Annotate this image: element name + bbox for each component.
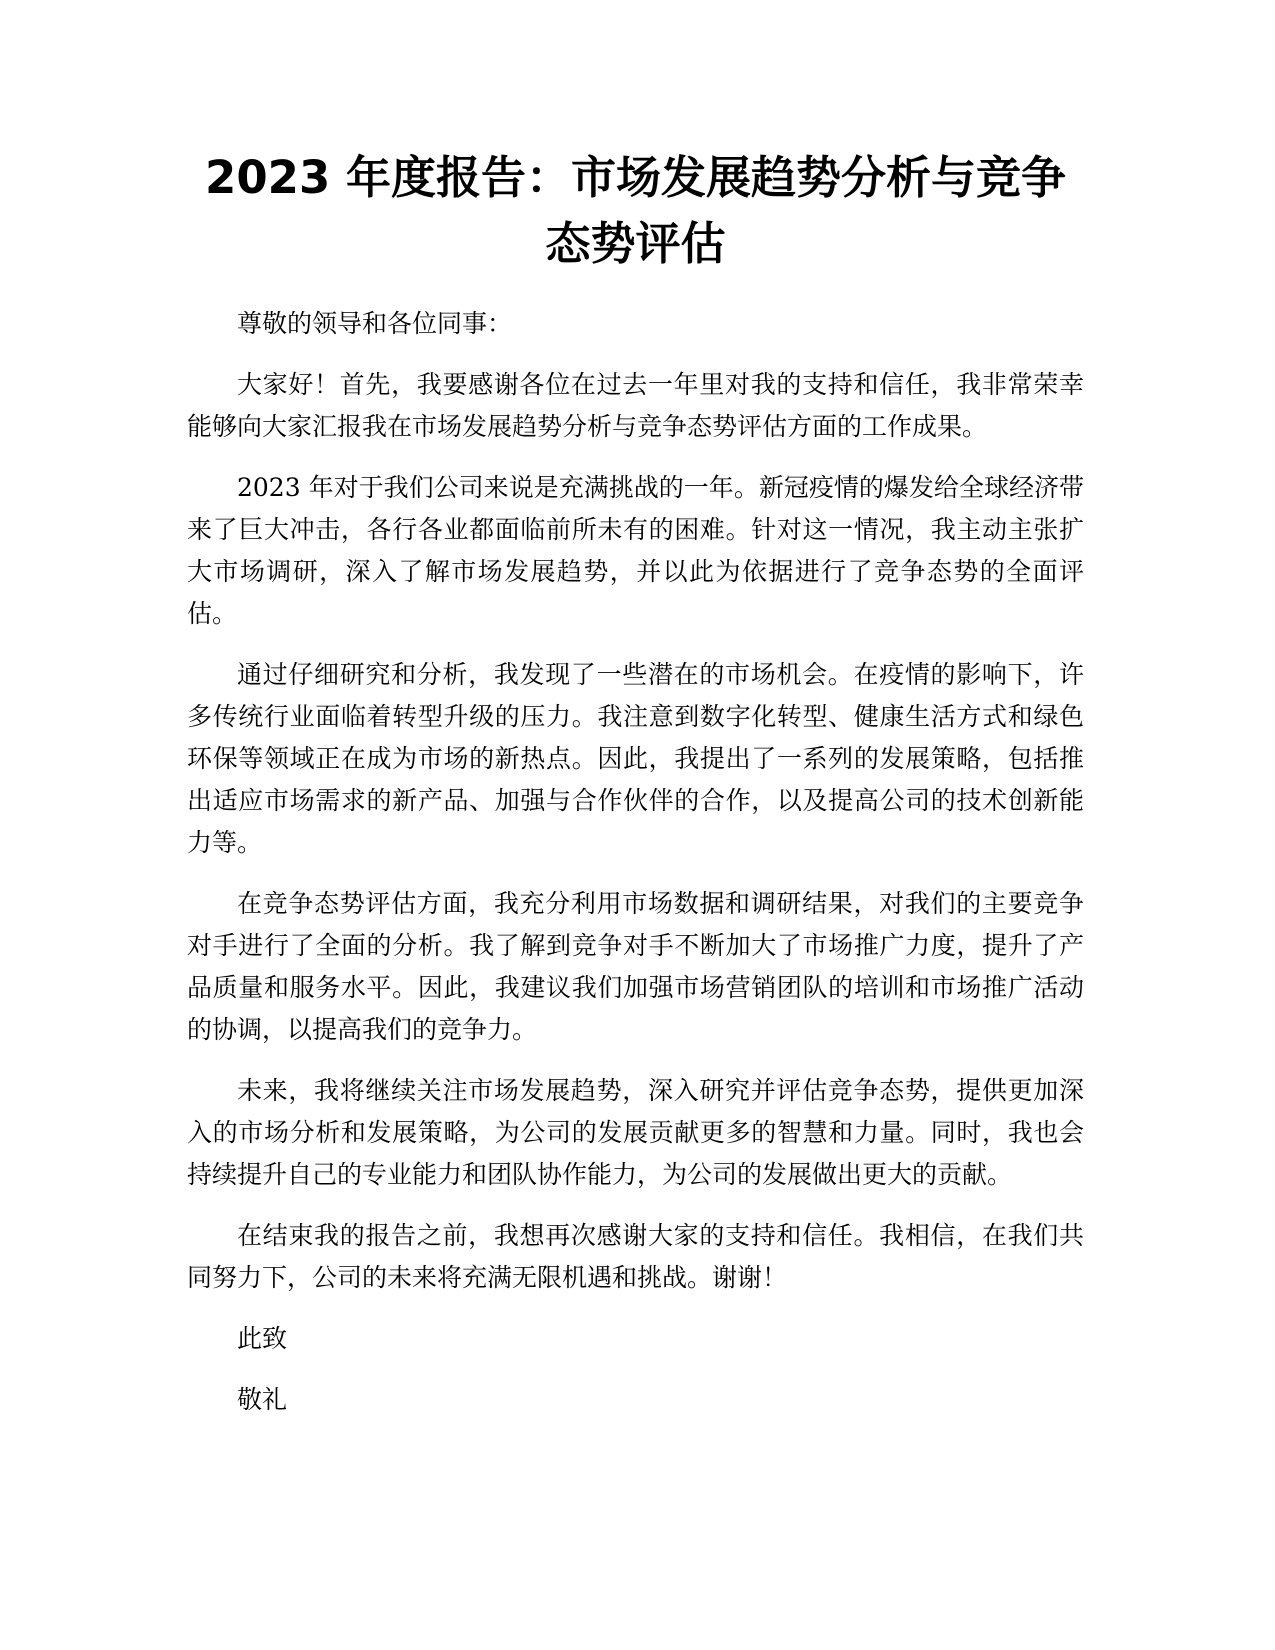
document-body — [187, 303, 1084, 1421]
paragraph-opportunities: 通过仔细研究和分析，我发现了一些潜在的市场机会。在疫情的影响下，许多传统行业面临着转型升级的压力。我注意到数字化转型、健康生活方式和绿色环保等领域正在成为市场的新热点。因此，我提出了一系列的发展策略，包括推出适应市场需求的新产品、加强与合作伙伴的合作，以及提高公司的技术创新能力等。 — [187, 660, 1084, 857]
paragraph-closing: 在结束我的报告之前，我想再次感谢大家的支持和信任。我相信，在我们共同努力下，公司的未来将充满无限机遇和挑战。谢谢！ — [187, 1221, 1084, 1292]
paragraph-competition: 在竞争态势评估方面，我充分利用市场数据和调研结果，对我们的主要竞争对手进行了全面的分析。我了解到竞争对手不断加大了市场推广力度，提升了产品质量和服务水平。因此，我建议我们加强市场营销团队的培训和市场推广活动的协调，以提高我们的竞争力。 — [187, 889, 1084, 1044]
paragraph-future: 未来，我将继续关注市场发展趋势，深入研究并评估竞争态势，提供更加深入的市场分析和发展策略，为公司的发展贡献更多的智慧和力量。同时，我也会持续提升自己的专业能力和团队协作能力，为公司的发展做出更大的贡献。 — [187, 1076, 1084, 1189]
document-content — [187, 145, 1084, 1440]
salutation: 尊敬的领导和各位同事： — [237, 309, 513, 338]
closing-line-1: 此致 — [237, 1324, 288, 1353]
document-title: 2023 年度报告：市场发展趋势分析与竞争态势评估 — [205, 151, 1066, 270]
paragraph-challenges: 2023 年对于我们公司来说是充满挑战的一年。新冠疫情的爆发给全球经济带来了巨大冲击，各行各业都面临前所未有的困难。针对这一情况，我主动主张扩大市场调研，深入了解市场发展趋势，并以此为依据进行了竞争态势的全面评估。 — [187, 473, 1084, 628]
closing-line-2: 敬礼 — [237, 1385, 288, 1414]
paragraph-greeting: 大家好！首先，我要感谢各位在过去一年里对我的支持和信任，我非常荣幸能够向大家汇报我在市场发展趋势分析与竞争态势评估方面的工作成果。 — [187, 370, 1084, 441]
